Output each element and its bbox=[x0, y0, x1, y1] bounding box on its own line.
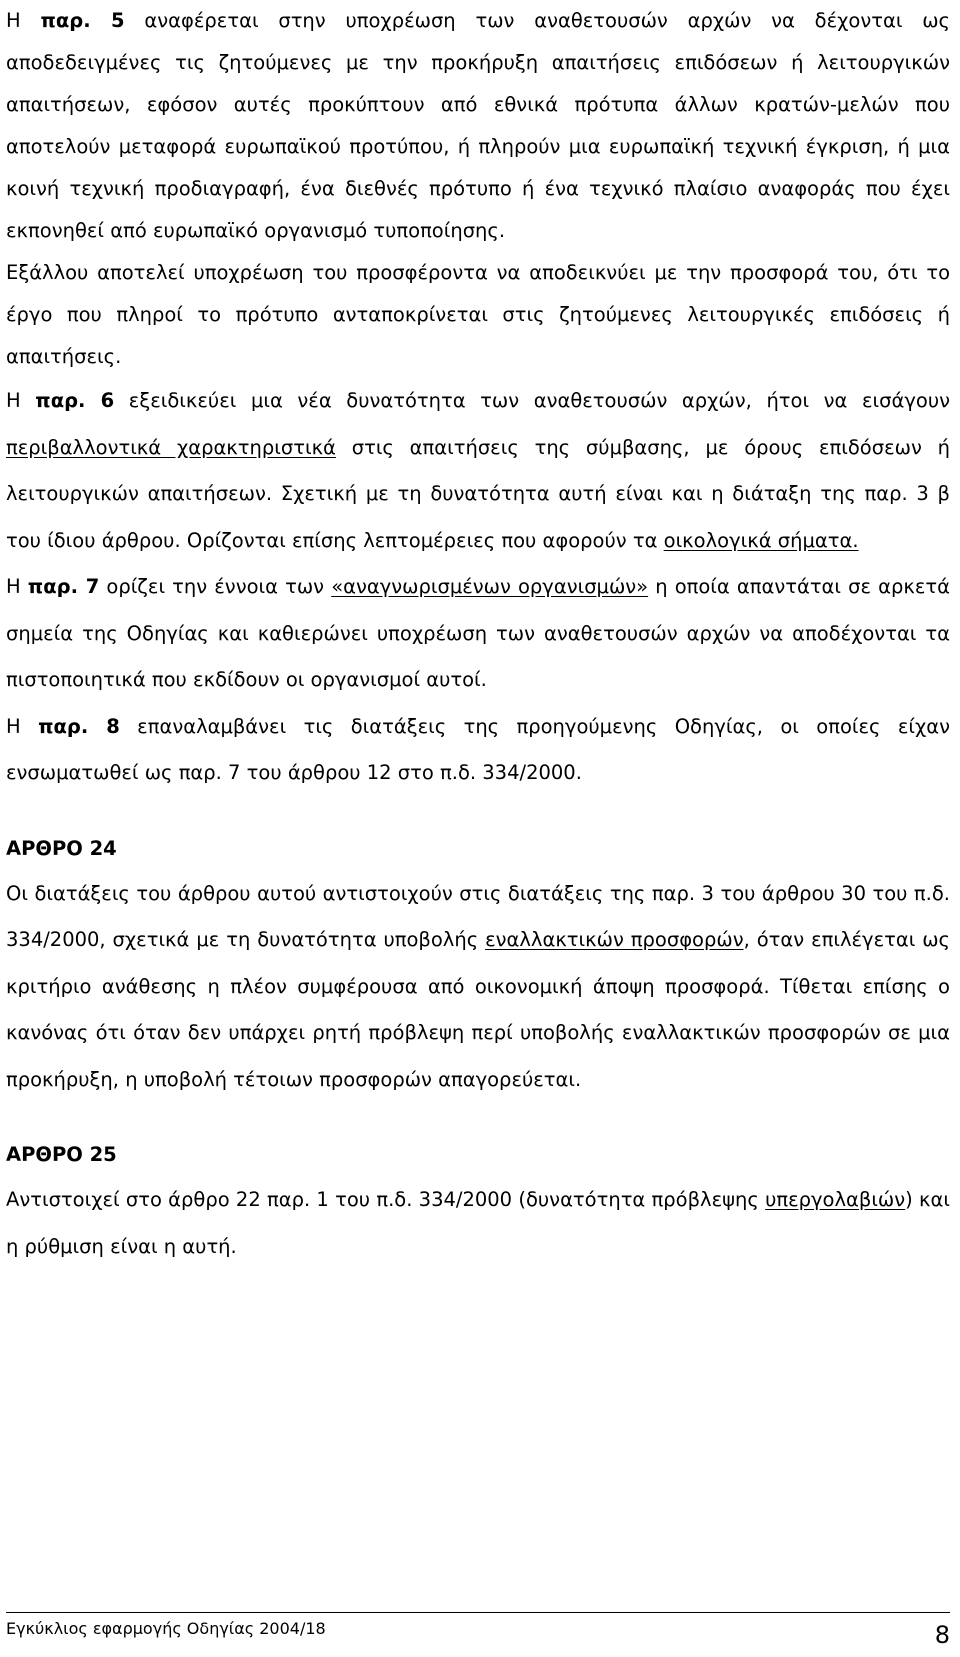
spacer bbox=[6, 1103, 950, 1133]
paragraph-text: Η bbox=[6, 389, 36, 412]
document-page bbox=[6, 0, 950, 1270]
footer-title: Εγκύκλιος εφαρμογής Οδηγίας 2004/18 bbox=[6, 1619, 326, 1638]
underlined-term: περιβαλλοντικά χαρακτηριστικά bbox=[6, 435, 336, 459]
paragraph-par5 bbox=[6, 0, 950, 252]
article-25-text bbox=[6, 1177, 950, 1270]
paragraph-ref: παρ. 6 bbox=[35, 389, 115, 412]
underlined-term: εναλλακτικών προσφορών bbox=[485, 928, 744, 951]
paragraph-par5-obligation: Εξάλλου αποτελεί υποχρέωση του προσφέροντα να αποδεικνύει με την προσφορά του, ότι το έργο που πληροί το πρότυπο ανταποκρίνεται στις ζητούμενες λειτουργικές επιδόσεις ή απαιτήσεις. bbox=[6, 261, 950, 368]
paragraph-text: Η bbox=[6, 714, 39, 738]
paragraph-text: στις απαιτήσεις της σύμβασης, με όρους επιδόσεων ή λειτουργικών απαιτήσεων. Σχετική με τη δυνατότητα αυτή είναι και η διάταξη της παρ. 3 β του ίδιου άρθρου. Ορίζονται επίσης λεπτομέρειες που αφορούν τα bbox=[6, 435, 950, 552]
underlined-term: «αναγνωρισμένων οργανισμών» bbox=[331, 575, 649, 598]
paragraph-text: εξειδικεύει μια νέα δυνατότητα των αναθετουσών αρχών, ήτοι να εισάγουν bbox=[114, 389, 950, 412]
article-24-heading: ΑΡΘΡΟ 24 bbox=[6, 836, 117, 860]
page-number: 8 bbox=[934, 1621, 950, 1649]
paragraph-text: επαναλαμβάνει τις διατάξεις της προηγούμενης Οδηγίας, οι οποίες είχαν ενσωματωθεί ως παρ. 7 του άρθρου 12 στο π.δ. 334/2000. bbox=[6, 714, 950, 784]
article-25-heading: ΑΡΘΡΟ 25 bbox=[6, 1143, 117, 1166]
paragraph-ref: παρ. 5 bbox=[40, 9, 125, 32]
paragraph-text: αναφέρεται στην υποχρέωση των αναθετουσών αρχών να δέχονται ως αποδεδειγμένες τις ζητούμενες με την προκήρυξη απαιτήσεις επιδόσεων ή λειτουργικών απαιτήσεων, εφόσον αυτές προκύπτουν από εθνικά πρότυπα άλλων κρατών-μελών που αποτελούν μεταφορά ευρωπαϊκού προτύπου, ή πληρούν μια ευρωπαϊκή τεχνική έγκριση, ή μια κοινή τεχνική προδιαγραφή, ένα διεθνές πρότυπο ή ένα τεχνικό πλαίσιο αναφοράς που έχει εκπονηθεί από ευρωπαϊκό οργανισμό τυποποίησης. bbox=[6, 9, 950, 242]
paragraph-text: Αντιστοιχεί στο άρθρο 22 παρ. 1 του π.δ. 334/2000 (δυνατότητα πρόβλεψης bbox=[6, 1188, 766, 1211]
paragraph-text: Η bbox=[6, 575, 28, 598]
paragraph-text: , όταν επιλέγεται ως κριτήριο ανάθεσης η πλέον συμφέρουσα από οικονομική άποψη προσφορά. Τίθεται επίσης ο κανόνας ότι όταν δεν υπάρχει ρητή πρόβλεψη περί υποβολής εναλλακτικών προσφορών σε μια προκήρυξη, η υποβολή τέτοιων προσφορών απαγορεύεται. bbox=[6, 928, 951, 1091]
paragraph-ref: παρ. 7 bbox=[27, 575, 100, 598]
underlined-term: υπεργολαβιών bbox=[765, 1188, 906, 1211]
paragraph-par8 bbox=[6, 704, 950, 797]
article-24-text bbox=[6, 871, 950, 1104]
spacer bbox=[6, 797, 950, 827]
underlined-term: οικολογικά σήματα. bbox=[663, 528, 859, 552]
paragraph-text: ορίζει την έννοια των bbox=[99, 575, 332, 598]
paragraph-par7 bbox=[6, 564, 950, 704]
page-footer bbox=[6, 1612, 950, 1657]
paragraph-text: η οποία απαντάται σε αρκετά σημεία της Οδηγίας και καθιερώνει υποχρέωση των αναθετουσών αρχών να αποδέχονται τα πιστοποιητικά που εκδίδουν οι οργανισμοί αυτοί. bbox=[6, 575, 951, 691]
paragraph-ref: παρ. 8 bbox=[38, 714, 120, 738]
paragraph-text: Η bbox=[6, 9, 41, 32]
paragraph-text: Οι διατάξεις του άρθρου αυτού αντιστοιχούν στις διατάξεις της παρ. 3 του άρθρου 30 του π.δ. 334/2000, σχετικά με τη δυνατότητα υποβολής bbox=[6, 881, 950, 951]
paragraph-par6 bbox=[6, 378, 950, 564]
paragraph-text: ) και η ρύθμιση είναι η αυτή. bbox=[6, 1188, 950, 1258]
